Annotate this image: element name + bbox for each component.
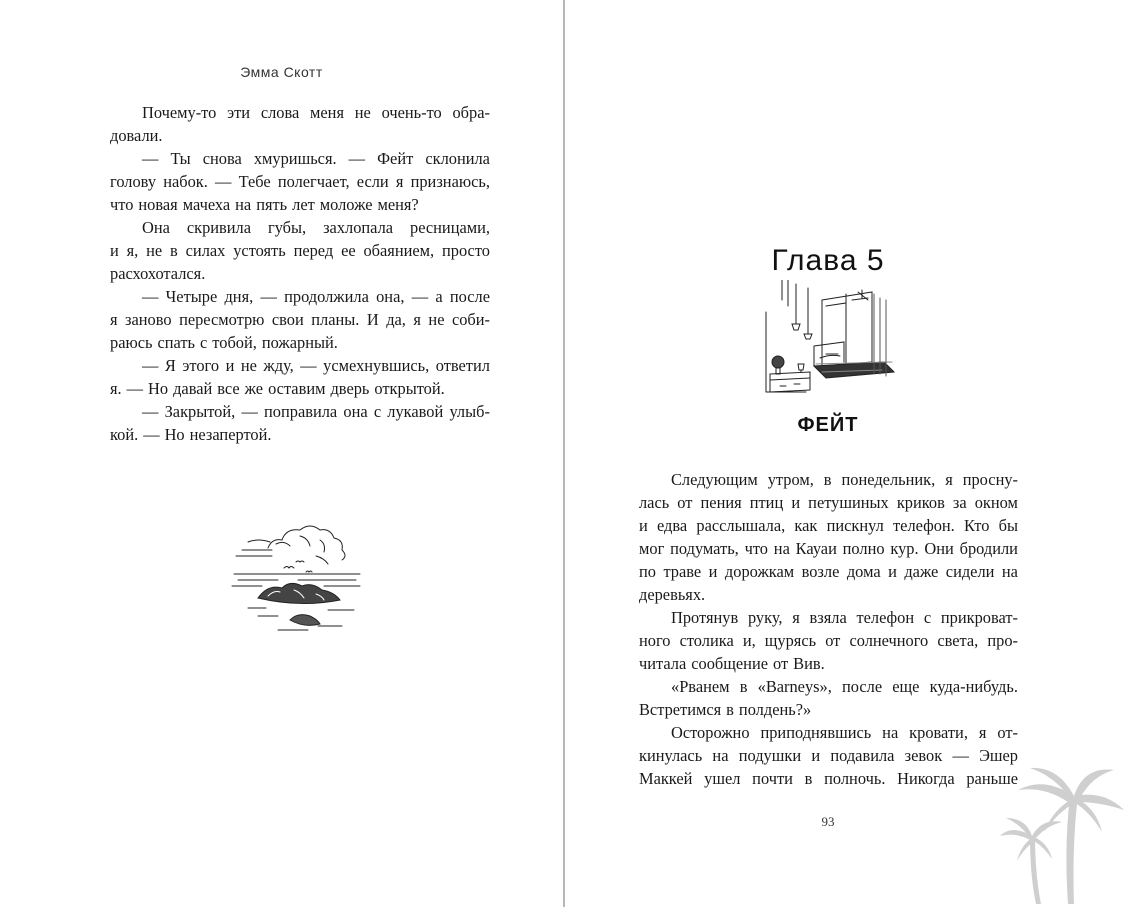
running-head: Эмма Скотт xyxy=(240,64,323,80)
text-line: Осторожно приподнявшись на кровати, я от- xyxy=(671,723,1018,742)
text-line: кинулась на подушки и подавила зевок — Эшер xyxy=(639,746,1018,765)
left-page-text xyxy=(110,101,490,446)
text-line: что новая мачеха на пять лет моложе меня? xyxy=(110,195,419,214)
text-line: Протянув руку, я взяла телефон с прикроват- xyxy=(671,608,1018,627)
text-line: Почему-то эти слова меня не очень-то обра- xyxy=(142,103,490,122)
text-line: Встретимся в полдень?» xyxy=(639,700,812,719)
text-line: — Закрытой, — поправила она с лукавой улыб- xyxy=(142,402,490,421)
text-line: Следующим утром, в понедельник, я просну- xyxy=(671,470,1018,489)
text-line: мог подумать, что на Кауаи полно кур. Они бродили xyxy=(639,539,1018,558)
text-line: читала сообщение от Вив. xyxy=(639,654,825,673)
text-line: ного столика и, щурясь от солнечного света, про- xyxy=(639,631,1018,650)
text-line: я заново пересмотрю свои планы. И да, я не соби- xyxy=(110,310,490,329)
text-line: «Рванем в «Barneys», после еще куда-нибудь. xyxy=(671,677,1018,696)
text-line: лась от пения птиц и петушиных криков за окном xyxy=(639,493,1018,512)
text-line: довали. xyxy=(110,126,163,145)
text-line: — Четыре дня, — продолжила она, — а после xyxy=(142,287,490,306)
pov-character-name: ФЕЙТ xyxy=(797,414,859,436)
chapter-title: Глава 5 xyxy=(771,244,885,277)
text-line: голову набок. — Тебе полегчает, если я признаюсь, xyxy=(110,172,490,191)
text-line: и едва расслышала, как пискнул телефон. Кто бы xyxy=(639,516,1018,535)
text-line: я. — Но давай все же оставим дверь открытой. xyxy=(110,379,445,398)
text-line: и я, не в силах устоять перед ее обаянием, просто xyxy=(110,241,490,260)
text-line: — Я этого и не жду, — усмехнувшись, ответил xyxy=(142,356,490,375)
text-line: кой. — Но незапертой. xyxy=(110,425,272,444)
island-seascape-icon xyxy=(228,500,368,640)
right-page-text xyxy=(639,468,1018,790)
text-line: по траве и дорожкам возле дома и даже сидели на xyxy=(639,562,1018,581)
text-line: — Ты снова хмуришься. — Фейт склонила xyxy=(142,149,490,168)
palm-trees-icon xyxy=(1000,766,1126,906)
text-line: Она скривила губы, захлопала ресницами, xyxy=(142,218,490,237)
bedroom-interior-icon xyxy=(762,280,898,402)
page-number: 93 xyxy=(821,814,835,829)
text-line: раюсь спать с тобой, пожарный. xyxy=(110,333,338,352)
text-line: расхохотался. xyxy=(110,264,206,283)
text-line: деревьях. xyxy=(639,585,706,604)
text-line: Маккей ушел почти в полночь. Никогда раньше xyxy=(639,769,1018,788)
